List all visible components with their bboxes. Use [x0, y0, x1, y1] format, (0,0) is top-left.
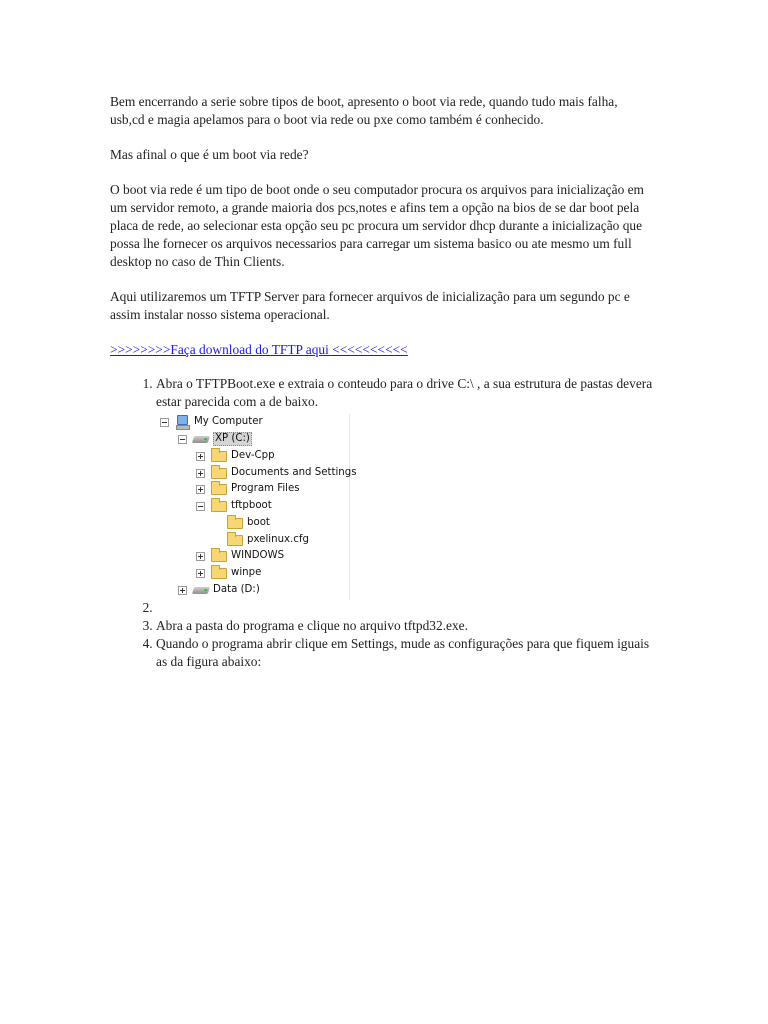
download-link[interactable]: >>>>>>>>Faça download do TFTP aqui <<<<<<<<<<: [110, 342, 408, 357]
folder-icon: [227, 535, 243, 546]
expand-icon: [178, 586, 187, 595]
download-paragraph: [110, 341, 655, 359]
step-1: [156, 375, 655, 600]
folder-icon: [211, 501, 227, 512]
tree-node-my-computer: [160, 414, 263, 430]
steps-list: [110, 375, 655, 671]
folder-icon: [211, 551, 227, 562]
tree-label-pxelinux: pxelinux.cfg: [247, 534, 309, 545]
tree-label-xp-drive: XP (C:): [215, 433, 250, 444]
explanation-paragraph: O boot via rede é um tipo de boot onde o seu computador procura os arquivos para inicialização em um servidor remoto, a grande maioria dos pcs,notes e afins tem a opção na bios de se dar boot pela placa de rede, ao selecionar esta opção seu pc procura um servidor dhcp durante a inicialização que possa lhe fornecer os arquivos necessarios para carregar um sistema basico ou ate mesmo um full desktop no caso de Thin Clients.: [110, 182, 644, 269]
tree-node-data-drive: [178, 582, 260, 598]
collapse-icon: [196, 502, 205, 511]
tree-label-winpe: winpe: [231, 567, 262, 578]
step-4-text: Quando o programa abrir clique em Settings, mude as configurações para que fiquem iguais as da figura abaixo:: [156, 636, 650, 669]
question-paragraph: Mas afinal o que é um boot via rede?: [110, 147, 309, 162]
tree-node-dev-cpp: [196, 448, 275, 464]
collapse-icon: [160, 418, 169, 427]
tree-label-data-drive: Data (D:): [213, 584, 260, 595]
tree-node-windows: [196, 548, 284, 564]
step-3-text: Abra a pasta do programa e clique no arquivo tftpd32.exe.: [156, 618, 468, 633]
folder-tree-screenshot: [154, 414, 357, 600]
computer-icon: [175, 415, 189, 429]
tree-node-boot: [227, 515, 270, 531]
step-4: [156, 635, 655, 671]
folder-icon: [211, 468, 227, 479]
step-1-text: Abra o TFTPBoot.exe e extraia o conteudo para o drive C:\ , a sua estrutura de pastas devera estar parecida com a de baixo.: [156, 376, 653, 409]
tree-node-winpe: [196, 565, 261, 581]
step-3: [156, 617, 655, 635]
drive-icon: [192, 436, 211, 443]
tree-label-boot: boot: [247, 517, 270, 528]
folder-icon: [211, 451, 227, 462]
tree-node-pxelinux: [227, 532, 309, 548]
expand-icon: [196, 569, 205, 578]
expand-icon: [196, 552, 205, 561]
tree-label-windows: WINDOWS: [231, 550, 285, 561]
collapse-icon: [178, 435, 187, 444]
tftp-paragraph: Aqui utilizaremos um TFTP Server para fornecer arquivos de inicialização para um segundo pc e assim instalar nosso sistema operacional.: [110, 289, 630, 322]
tree-node-xp-drive: [178, 431, 252, 447]
intro-paragraph: Bem encerrando a serie sobre tipos de boot, apresento o boot via rede, quando tudo mais falha, usb,cd e magia apelamos para o boot via rede ou pxe como também é conhecido.: [110, 94, 618, 127]
expand-icon: [196, 485, 205, 494]
step-2: [156, 599, 655, 617]
expand-icon: [196, 469, 205, 478]
folder-icon: [227, 518, 243, 529]
tree-label-my-computer: My Computer: [194, 416, 263, 427]
folder-icon: [211, 484, 227, 495]
tree-label-dev-cpp: Dev-Cpp: [231, 450, 275, 461]
article-body: [110, 93, 655, 671]
tree-label-tftpboot: tftpboot: [231, 500, 272, 511]
tree-node-program-files: [196, 481, 300, 497]
tree-node-tftpboot: [196, 498, 272, 514]
tree-node-documents: [196, 465, 357, 481]
drive-icon: [192, 587, 211, 594]
tree-label-documents: Documents and Settings: [231, 467, 357, 478]
tree-label-program-files: Program Files: [231, 483, 300, 494]
folder-icon: [211, 568, 227, 579]
expand-icon: [196, 452, 205, 461]
